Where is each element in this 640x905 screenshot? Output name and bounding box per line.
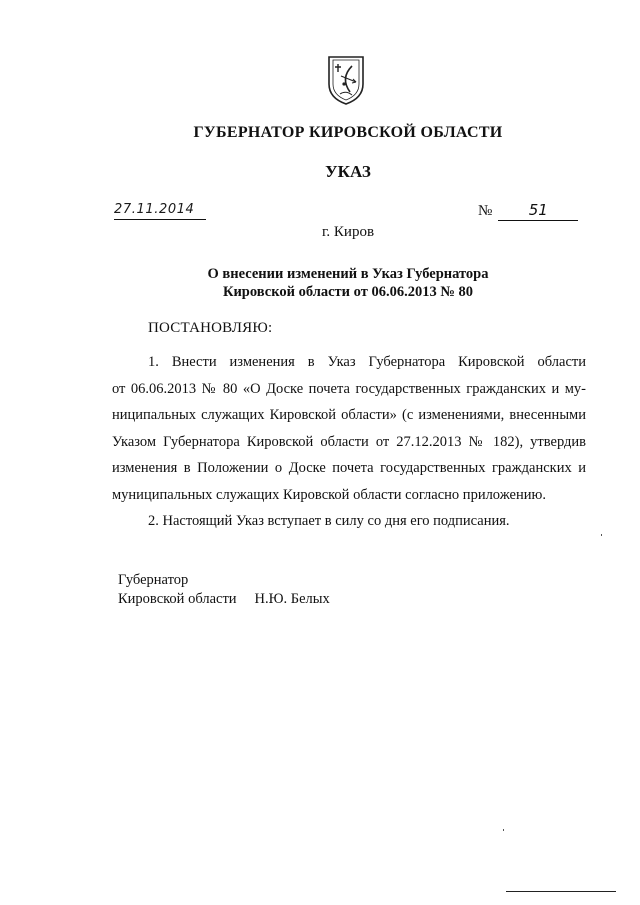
document-body bbox=[112, 349, 586, 535]
coat-of-arms-icon bbox=[326, 54, 366, 106]
scan-speck bbox=[601, 534, 602, 536]
paragraph-1-line: 1. Внести изменения в Указ Губернатора Кировской области bbox=[148, 354, 586, 370]
organization-title: ГУБЕРНАТОР КИРОВСКОЙ ОБЛАСТИ bbox=[193, 124, 503, 141]
decree-word: ПОСТАНОВЛЯЮ: bbox=[148, 320, 273, 336]
signatory-title-line-2: Кировской области bbox=[118, 591, 237, 607]
number-symbol: № bbox=[478, 203, 493, 219]
signatory-name: Н.Ю. Белых bbox=[254, 591, 330, 607]
subject-line-1: О внесении изменений в Указ Губернатора bbox=[207, 266, 489, 282]
paragraph-1-line: ниципальных служащих Кировской области» (с изменениями, внесенными bbox=[112, 407, 586, 423]
city: г. Киров bbox=[321, 224, 375, 240]
signatory-title-line-1: Губернатор bbox=[118, 572, 189, 588]
paragraph-1-line: муниципальных служащих Кировской области согласно приложению. bbox=[112, 486, 546, 503]
scan-speck bbox=[503, 829, 504, 831]
paragraph-1-line: от 06.06.2013 № 80 «О Доске почета государственных гражданских и му- bbox=[112, 380, 586, 397]
paragraph-1-line: Указом Губернатора Кировской области от 27.12.2013 № 182), утвердив bbox=[112, 433, 586, 450]
document-subject bbox=[0, 265, 640, 301]
document-number: 51 bbox=[498, 200, 578, 221]
paragraph-1-line: изменения в Положении о Доске почета государственных гражданских и bbox=[112, 460, 586, 476]
signature-block bbox=[118, 571, 330, 609]
subject-line-2: Кировской области от 06.06.2013 № 80 bbox=[222, 284, 474, 300]
footer-rule bbox=[506, 891, 616, 892]
paragraph-2: 2. Настоящий Указ вступает в силу со дня его подписания. bbox=[148, 513, 510, 529]
document-date: 27.11.2014 bbox=[114, 201, 206, 220]
document-type: УКАЗ bbox=[325, 162, 371, 181]
document-number-block bbox=[478, 200, 578, 221]
